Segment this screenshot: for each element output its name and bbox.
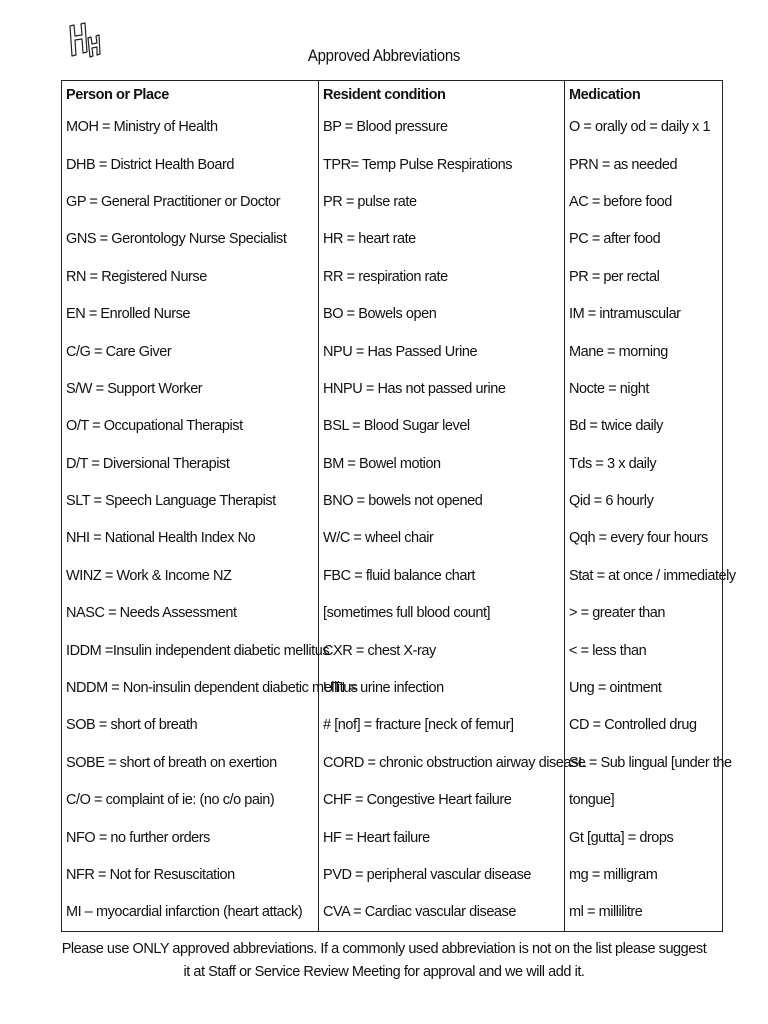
- table-row: [62, 520, 723, 557]
- person-or-place-cell: C/G = Care Giver: [62, 333, 319, 370]
- resident-condition-cell: TPR= Temp Pulse Respirations: [319, 146, 565, 183]
- medication-cell: CD = Controlled drug: [565, 707, 723, 744]
- resident-condition-cell: CXR = chest X-ray: [319, 632, 565, 669]
- person-or-place-cell: SOBE = short of breath on exertion: [62, 744, 319, 781]
- resident-condition-cell: BO = Bowels open: [319, 295, 565, 332]
- table-row: [62, 408, 723, 445]
- table-row: [62, 445, 723, 482]
- table-header-row: [62, 81, 723, 109]
- resident-condition-cell: BP = Blood pressure: [319, 109, 565, 146]
- resident-condition-cell: [sometimes full blood count]: [319, 595, 565, 632]
- person-or-place-cell: O/T = Occupational Therapist: [62, 408, 319, 445]
- medication-cell: ml = millilitre: [565, 894, 723, 931]
- resident-condition-cell: HNPU = Has not passed urine: [319, 370, 565, 407]
- medication-cell: PRN = as needed: [565, 146, 723, 183]
- table-row: [62, 221, 723, 258]
- resident-condition-cell: BM = Bowel motion: [319, 445, 565, 482]
- table-row: [62, 146, 723, 183]
- table-row: [62, 707, 723, 744]
- table-body: [62, 109, 736, 932]
- person-or-place-cell: NDDM = Non-insulin dependent diabetic mellitus: [62, 669, 319, 706]
- medication-cell: SL = Sub lingual [under the: [565, 744, 723, 781]
- resident-condition-cell: HR = heart rate: [319, 221, 565, 258]
- medication-cell: Ung = ointment: [565, 669, 723, 706]
- table-row: [62, 370, 723, 407]
- table-row: [62, 557, 723, 594]
- table-row: [62, 782, 723, 819]
- medication-cell: Stat = at once / immediately: [565, 557, 723, 594]
- person-or-place-cell: SOB = short of breath: [62, 707, 319, 744]
- medication-cell: AC = before food: [565, 183, 723, 220]
- resident-condition-cell: NPU = Has Passed Urine: [319, 333, 565, 370]
- resident-condition-cell: W/C = wheel chair: [319, 520, 565, 557]
- table-row: [62, 258, 723, 295]
- table-row: [62, 482, 723, 519]
- medication-cell: mg = milligram: [565, 856, 723, 893]
- table-row: [62, 295, 723, 332]
- person-or-place-cell: GP = General Practitioner or Doctor: [62, 183, 319, 220]
- column-header-medication: Medication: [565, 81, 723, 109]
- person-or-place-cell: NFO = no further orders: [62, 819, 319, 856]
- person-or-place-cell: D/T = Diversional Therapist: [62, 445, 319, 482]
- medication-cell: PC = after food: [565, 221, 723, 258]
- resident-condition-cell: HF = Heart failure: [319, 819, 565, 856]
- resident-condition-cell: CHF = Congestive Heart failure: [319, 782, 565, 819]
- person-or-place-cell: WINZ = Work & Income NZ: [62, 557, 319, 594]
- table-row: [62, 744, 723, 781]
- person-or-place-cell: GNS = Gerontology Nurse Specialist: [62, 221, 319, 258]
- table-row: [62, 819, 723, 856]
- medication-cell: Qid = 6 hourly: [565, 482, 723, 519]
- medication-cell: O = orally od = daily x 1: [565, 109, 723, 146]
- medication-cell: Tds = 3 x daily: [565, 445, 723, 482]
- table-row: [62, 856, 723, 893]
- person-or-place-cell: NHI = National Health Index No: [62, 520, 319, 557]
- resident-condition-cell: CORD = chronic obstruction airway disease: [319, 744, 565, 781]
- person-or-place-cell: S/W = Support Worker: [62, 370, 319, 407]
- resident-condition-cell: CVA = Cardiac vascular disease: [319, 894, 565, 931]
- medication-cell: Nocte = night: [565, 370, 723, 407]
- resident-condition-cell: PR = pulse rate: [319, 183, 565, 220]
- person-or-place-cell: RN = Registered Nurse: [62, 258, 319, 295]
- person-or-place-cell: C/O = complaint of ie: (no c/o pain): [62, 782, 319, 819]
- person-or-place-cell: NASC = Needs Assessment: [62, 595, 319, 632]
- medication-cell: Bd = twice daily: [565, 408, 723, 445]
- table-row: [62, 183, 723, 220]
- medication-cell: Gt [gutta] = drops: [565, 819, 723, 856]
- person-or-place-cell: MI – myocardial infarction (heart attack): [62, 894, 319, 931]
- resident-condition-cell: BSL = Blood Sugar level: [319, 408, 565, 445]
- resident-condition-cell: PVD = peripheral vascular disease: [319, 856, 565, 893]
- medication-cell: IM = intramuscular: [565, 295, 723, 332]
- person-or-place-cell: MOH = Ministry of Health: [62, 109, 319, 146]
- medication-cell: tongue]: [565, 782, 723, 819]
- table-row: [62, 333, 723, 370]
- table-row: [62, 632, 723, 669]
- medication-cell: < = less than: [565, 632, 723, 669]
- person-or-place-cell: SLT = Speech Language Therapist: [62, 482, 319, 519]
- resident-condition-cell: RR = respiration rate: [319, 258, 565, 295]
- resident-condition-cell: FBC = fluid balance chart: [319, 557, 565, 594]
- medication-cell: PR = per rectal: [565, 258, 723, 295]
- table-row: [62, 109, 723, 146]
- table-row: [62, 894, 723, 931]
- medication-cell: > = greater than: [565, 595, 723, 632]
- table-row: [62, 669, 723, 706]
- footer-note: Please use ONLY approved abbreviations. If a commonly used abbreviation is not on the list please suggest it at Staff or Service Review Meeting for approval and we will add it.: [61, 941, 707, 980]
- resident-condition-cell: BNO = bowels not opened: [319, 482, 565, 519]
- person-or-place-cell: EN = Enrolled Nurse: [62, 295, 319, 332]
- resident-condition-cell: UTI = urine infection: [319, 669, 565, 706]
- person-or-place-cell: NFR = Not for Resuscitation: [62, 856, 319, 893]
- person-or-place-cell: IDDM =Insulin independent diabetic mellitus: [62, 632, 319, 669]
- page-title: Approved Abbreviations: [307, 46, 461, 65]
- person-or-place-cell: DHB = District Health Board: [62, 146, 319, 183]
- table-row: [62, 595, 723, 632]
- column-header-person-or-place: Person or Place: [62, 81, 319, 109]
- abbreviations-table: [61, 80, 736, 932]
- medication-cell: Mane = morning: [565, 333, 723, 370]
- column-header-resident-condition: Resident condition: [319, 81, 565, 109]
- resident-condition-cell: # [nof] = fracture [neck of femur]: [319, 707, 565, 744]
- medication-cell: Qqh = every four hours: [565, 520, 723, 557]
